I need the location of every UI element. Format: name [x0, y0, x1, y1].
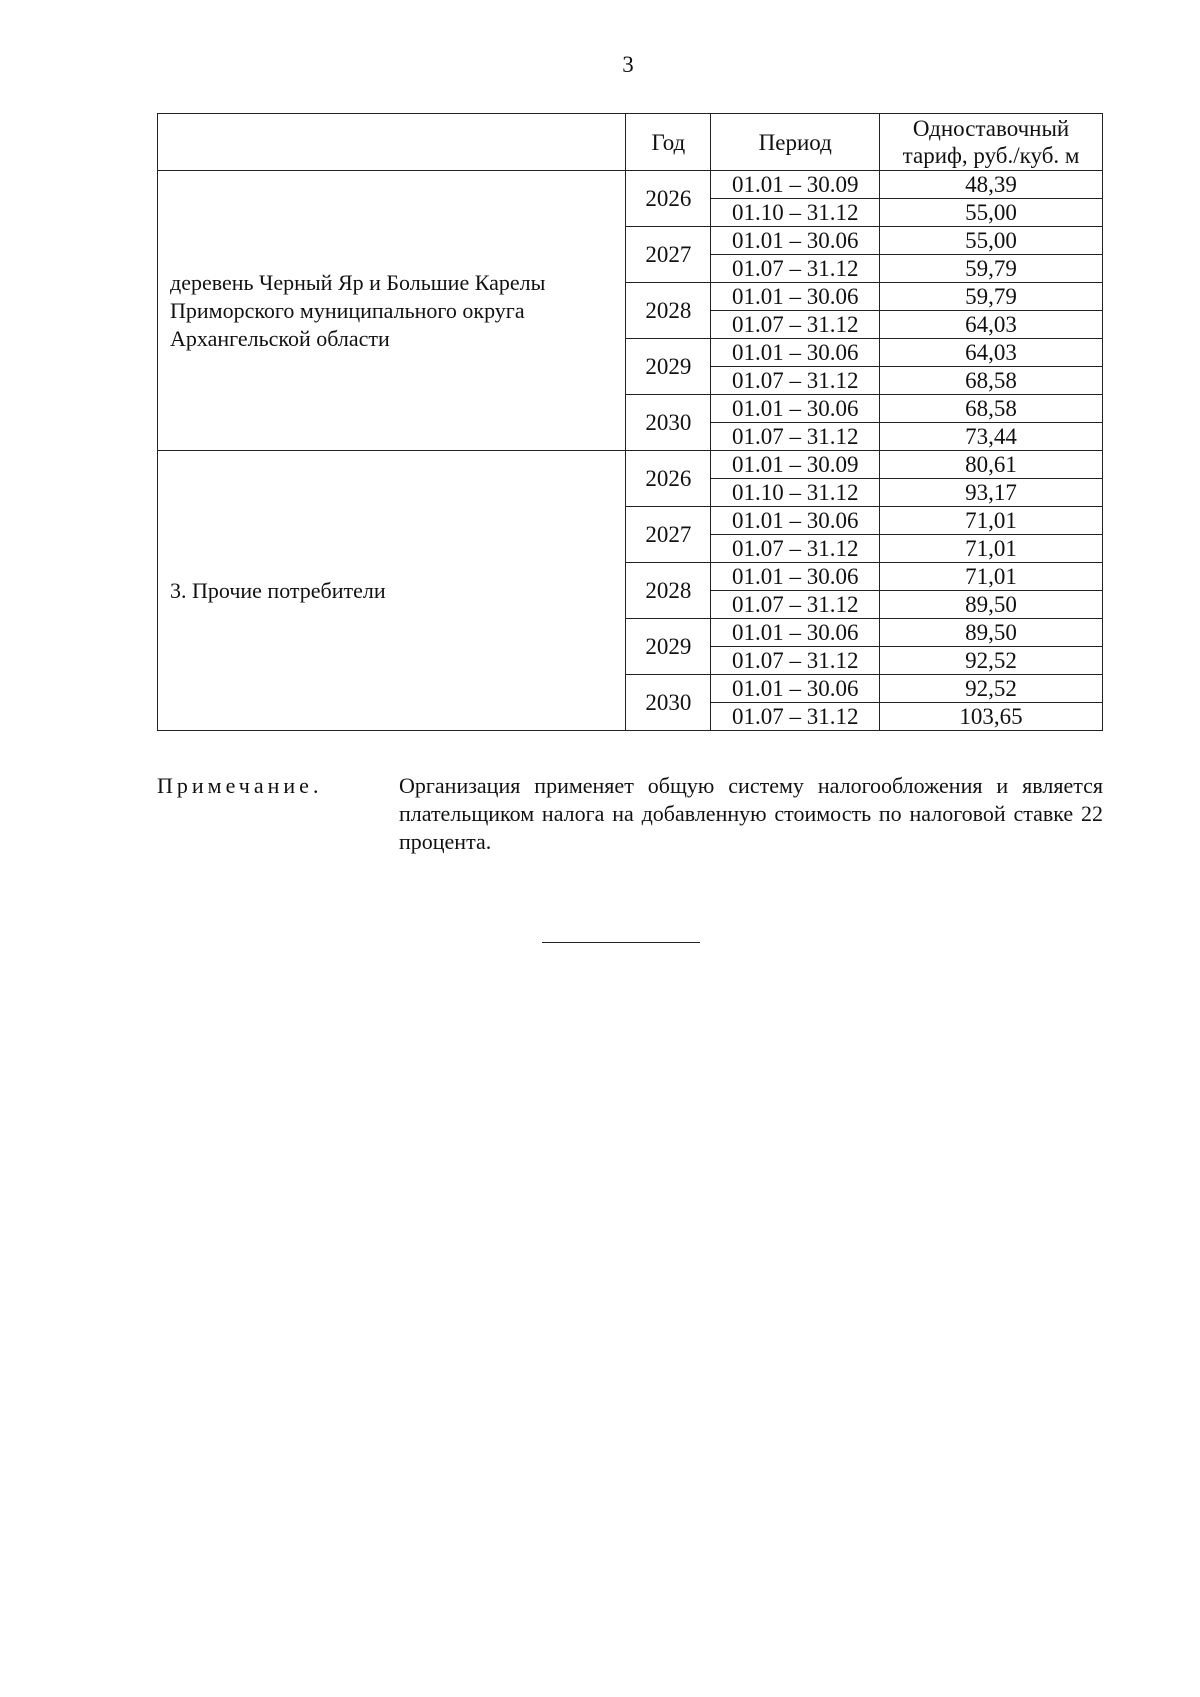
- tariff-cell: 71,01: [880, 535, 1103, 563]
- period-cell: 01.01 – 30.06: [711, 619, 880, 647]
- tariff-cell: 80,61: [880, 451, 1103, 479]
- year-cell: 2026: [626, 451, 711, 507]
- tariff-cell: 59,79: [880, 255, 1103, 283]
- tariff-table-header: [158, 114, 1103, 171]
- header-tariff: Одноставочный тариф, руб./куб. м: [880, 114, 1103, 171]
- period-cell: 01.01 – 30.06: [711, 563, 880, 591]
- period-cell: 01.07 – 31.12: [711, 591, 880, 619]
- tariff-cell: 103,65: [880, 703, 1103, 731]
- year-cell: 2028: [626, 283, 711, 339]
- tariff-table: [157, 113, 1103, 731]
- tariff-cell: 55,00: [880, 227, 1103, 255]
- tariff-table-body: [158, 171, 1103, 731]
- page-number: 3: [622, 52, 634, 77]
- period-cell: 01.10 – 31.12: [711, 479, 880, 507]
- tariff-cell: 73,44: [880, 423, 1103, 451]
- year-cell: 2027: [626, 507, 711, 563]
- tariff-cell: 92,52: [880, 675, 1103, 703]
- period-cell: 01.07 – 31.12: [711, 535, 880, 563]
- period-cell: 01.07 – 31.12: [711, 703, 880, 731]
- period-cell: 01.10 – 31.12: [711, 199, 880, 227]
- year-cell: 2029: [626, 339, 711, 395]
- period-cell: 01.07 – 31.12: [711, 255, 880, 283]
- year-cell: 2026: [626, 171, 711, 227]
- tariff-cell: 59,79: [880, 283, 1103, 311]
- tariff-cell: 89,50: [880, 619, 1103, 647]
- period-cell: 01.01 – 30.06: [711, 507, 880, 535]
- tariff-cell: 93,17: [880, 479, 1103, 507]
- period-cell: 01.07 – 31.12: [711, 423, 880, 451]
- header-name: [158, 114, 626, 171]
- note-text: Организация применяет общую систему налогообложения и является плательщиком налога на добавленную стоимость по налоговой ставке 22 процента.: [399, 773, 1103, 854]
- year-cell: 2030: [626, 675, 711, 731]
- period-cell: 01.01 – 30.09: [711, 451, 880, 479]
- consumer-group-name: деревень Черный Яр и Большие Карелы Приморского муниципального округа Архангельской области: [158, 171, 626, 451]
- period-cell: 01.01 – 30.06: [711, 395, 880, 423]
- header-row: [158, 114, 1103, 171]
- consumer-group-name: 3. Прочие потребители: [158, 451, 626, 731]
- tariff-cell: 55,00: [880, 199, 1103, 227]
- end-divider: [542, 942, 700, 943]
- tariff-cell: 89,50: [880, 591, 1103, 619]
- period-cell: 01.07 – 31.12: [711, 311, 880, 339]
- note-label: Примечание.: [157, 773, 323, 798]
- period-cell: 01.01 – 30.06: [711, 283, 880, 311]
- tariff-cell: 68,58: [880, 395, 1103, 423]
- table-row: [158, 171, 1103, 199]
- period-cell: 01.01 – 30.09: [711, 171, 880, 199]
- period-cell: 01.07 – 31.12: [711, 367, 880, 395]
- tariff-cell: 48,39: [880, 171, 1103, 199]
- period-cell: 01.01 – 30.06: [711, 339, 880, 367]
- period-cell: 01.01 – 30.06: [711, 227, 880, 255]
- tariff-cell: 64,03: [880, 311, 1103, 339]
- header-period: Период: [711, 114, 880, 171]
- period-cell: 01.07 – 31.12: [711, 647, 880, 675]
- year-cell: 2030: [626, 395, 711, 451]
- header-year: Год: [626, 114, 711, 171]
- period-cell: 01.01 – 30.06: [711, 675, 880, 703]
- tariff-cell: 92,52: [880, 647, 1103, 675]
- tariff-cell: 64,03: [880, 339, 1103, 367]
- tariff-cell: 71,01: [880, 507, 1103, 535]
- year-cell: 2027: [626, 227, 711, 283]
- tariff-cell: 68,58: [880, 367, 1103, 395]
- tariff-cell: 71,01: [880, 563, 1103, 591]
- table-row: [158, 451, 1103, 479]
- year-cell: 2028: [626, 563, 711, 619]
- year-cell: 2029: [626, 619, 711, 675]
